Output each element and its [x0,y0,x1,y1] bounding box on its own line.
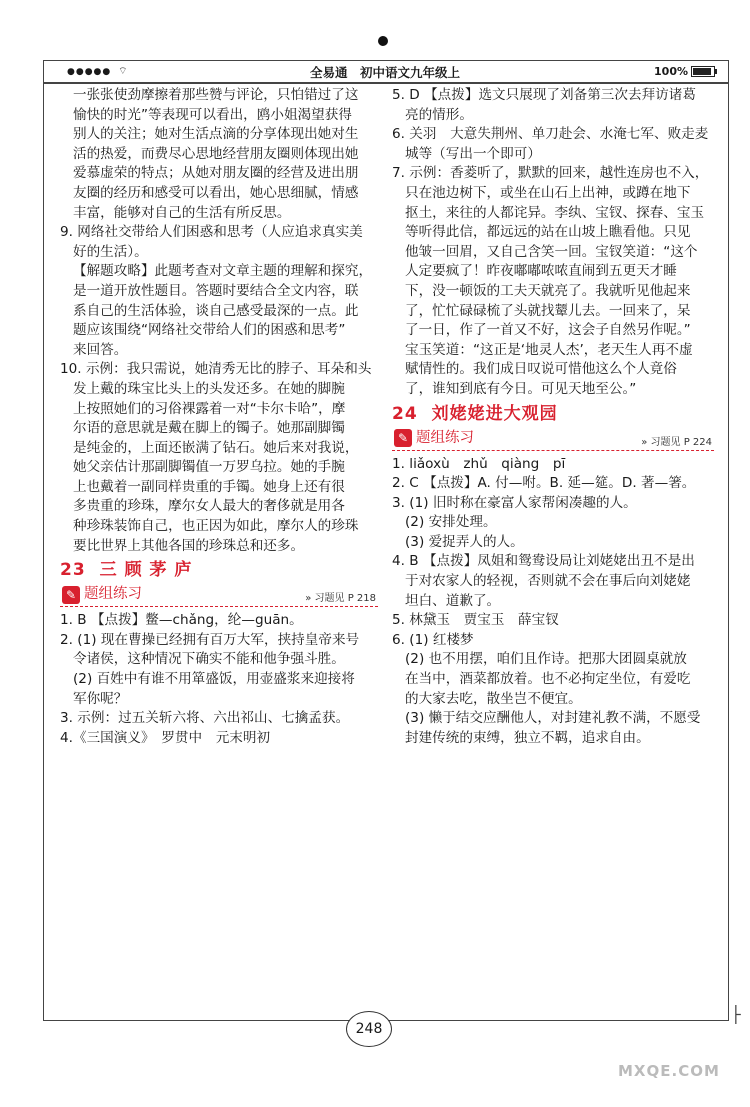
text-line: 1. B 【点拨】鳖—chǎng，纶—guān。 [60,612,303,629]
text-line: 上按照她们的习俗裸露着一对“卡尔卡哈”，摩 [73,400,346,417]
status-bar [45,62,725,82]
exercise-reference: » 习题见 P 218 [305,593,376,605]
text-line: 愉快的时光”等表现可以看出，鸥小姐渴望获得 [73,106,352,123]
text-line: 种珍珠装饰自己，也正因为如此，摩尔人的珍珠 [73,518,359,535]
text-line: 在当中，酒菜都放着。也不必拘定坐位，有爱吃 [405,671,691,688]
text-line: 发上戴的珠宝比头上的头发还多。在她的脚腕 [73,380,345,397]
text-line: (3) 爱捉弄人的人。 [405,533,524,550]
camera-dot [378,36,388,46]
section-number: 24 [392,403,418,424]
text-line: 于对农家人的轻视，否则就不会在事后向刘姥姥 [405,573,691,590]
text-line: 她父亲估计那副脚镯值一万罗乌拉。她的手腕 [73,459,345,476]
text-line: 人定要疯了！昨夜嘟嘟哝哝直闹到五更天才睡 [405,263,677,280]
answer-6 [392,125,714,164]
text-line: 丰富，能够对自己的生活有所反思。 [73,204,291,221]
section-24-answers [392,455,714,749]
text-line: 了一日，作了一首又不好，这会子自然另作呢。” [405,322,691,339]
answer-5 [392,86,714,125]
text-line: 了，忙忙碌碌梳了头就找颦儿去。一回来了，呆 [405,302,691,319]
section-23-tag [60,584,378,608]
text-line: 4. B 【点拨】凤姐和鸳鸯设局让刘姥姥出丑不是出 [392,553,695,570]
text-line: 6. (1) 红楼梦 [392,631,474,648]
text-line: 了，谁知到底有今日。可见天地至公。” [405,380,637,397]
text-line: 只在池边树下，或坐在山石上出神，或蹲在地下 [405,184,691,201]
text-line: 等听得此信，都远远的站在山坡上瞧看他。只见 [405,224,691,241]
section-title-text: 刘姥姥进大观园 [431,403,558,424]
answer-7 [392,164,714,399]
text-line: 多贵重的珍珠，摩尔女人最大的奢侈就是用各 [73,498,345,515]
text-line: 题应该围绕“网络社交带给人们的困惑和思考” [73,322,346,339]
text-line: 坦白、道歉了。 [405,592,501,609]
text-line: 友圈的经历和感受可以看出，她心思细腻，情感 [73,184,359,201]
text-line: 系自己的生活体验，谈自己感受最深的一点。此 [73,302,359,319]
text-line: 军你呢？ [73,690,128,707]
text-line: 【解题攻略】此题考查对文章主题的理解和探究， [73,263,373,280]
text-line: 7. 示例：香菱听了，默默的回来，越性连房也不入， [392,165,709,182]
right-column [392,86,714,748]
text-line: 活的热爱，而费尽心思地经营朋友圈则体现出她 [73,145,359,162]
text-line: 抠土，来往的人都诧异。李纨、宝钗、探春、宝玉 [405,204,705,221]
tag-text: 题组练习 [416,429,474,446]
text-line: 的大家去吃，散坐岂不便宜。 [405,690,582,707]
text-line: 封建传统的束缚，独立不羁，追求自由。 [405,729,650,746]
text-line: (2) 百姓中有谁不用箪盛饭，用壶盛浆来迎接将 [73,671,355,688]
battery-icon [691,66,715,77]
battery-indicator [654,65,715,78]
text-line: 上也戴着一副同样贵重的手镯。她身上还有很 [73,478,345,495]
section-title-text: 三 顾 茅 庐 [99,560,193,581]
text-line: 是一道开放性题目。答题时要结合全文内容，联 [73,282,359,299]
text-line: 宝玉笑道：“这正是‘地灵人杰’，老天生人再不虚 [405,341,693,358]
text-line: 6. 关羽 大意失荆州、单刀赴会、水淹七军、败走麦 [392,126,709,143]
text-line: 令诸侯，这种情况下确实不能和他争强斗胜。 [73,651,345,668]
answer-10 [60,360,378,556]
section-23-answers [60,611,378,748]
left-column [60,86,378,748]
text-line: 10. 示例：我只需说，她清秀无比的脖子、耳朵和头 [60,361,372,378]
text-line: 2. C 【点拨】A. 付—咐。B. 延—筵。D. 著—箸。 [392,475,696,492]
section-24-tag [392,428,714,452]
text-line: 3. (1) 旧时称在豪富人家帮闲凑趣的人。 [392,494,637,511]
signal-icon: ●●●●● ⌔ [67,66,129,77]
status-title: 全易通 初中语文九年级上 [309,65,460,80]
tag-label [394,429,474,449]
answer-8-continuation [60,86,378,223]
battery-level: 100% [654,65,688,78]
section-24-title [392,402,714,426]
text-line: 别人的关注；她对生活点滴的分享体现出她对生 [73,126,359,143]
text-line: 1. liǎoxù zhǔ qiàng pī [392,455,566,472]
text-line: (2) 也不用摆，咱们且作诗。把那大团圆桌就放 [405,651,687,668]
text-line: 赋情性的。我们成日叹说可惜他这么个人竟俗 [405,361,677,378]
wifi-icon: ⌔ [118,66,129,77]
text-line: 来回答。 [73,341,128,358]
text-line: 是纯金的，上面还嵌满了钻石。她后来对我说， [73,439,359,456]
text-line: 好的生活）。 [73,243,148,260]
pencil-icon: ✎ [62,586,80,604]
answer-9-tip [60,262,378,360]
exercise-reference: » 习题见 P 224 [641,436,712,448]
tag-label [62,585,142,605]
side-tick: ├ [731,1005,741,1024]
text-line: 5. D 【点拨】选文只展现了刘备第三次去拜访诸葛 [392,87,696,103]
tag-divider [392,449,714,451]
text-line: 2. (1) 现在曹操已经拥有百万大军，挟持皇帝来号 [60,631,360,648]
text-line: 9. 网络社交带给人们困惑和思考（人应追求真实美 [60,224,363,241]
text-line: 要比世界上其他各国的珍珠总和还多。 [73,537,305,554]
text-line: 3. 示例：过五关斩六将、六出祁山、七擒孟获。 [60,710,350,727]
text-line: 亮的情形。 [405,106,473,123]
text-line: (2) 安排处理。 [405,514,497,531]
status-divider [43,82,729,84]
text-line: 5. 林黛玉 贾宝玉 薛宝钗 [392,612,559,629]
text-line: 下，没一顿饭的工夫天就亮了。我就听见他起来 [405,282,691,299]
text-line: 城等（写出一个即可） [405,145,541,162]
text-line: 一张张使劲摩擦着那些赞与评论，只怕错过了这 [73,87,359,103]
text-line: 他皱一回眉，又自己含笑一回。宝钗笑道：“这个 [405,243,698,260]
tag-text: 题组练习 [84,586,142,603]
text-line: 尔语的意思就是戴在脚上的镯子。她那副脚镯 [73,420,345,437]
text-line: 爱慕虚荣的特点；从她对朋友圈的经营及进出朋 [73,165,359,182]
section-number: 23 [60,560,86,581]
pencil-icon: ✎ [394,429,412,447]
tag-divider [60,605,378,607]
text-line: (3) 懒于结交应酬他人，对封建礼教不满，不愿受 [405,710,701,727]
text-line: 4.《三国演义》 罗贯中 元末明初 [60,729,271,746]
section-23-title [60,558,378,582]
answer-9 [60,223,378,262]
page-number: 248 [346,1011,392,1047]
watermark: MXQE.COM [618,1062,720,1080]
